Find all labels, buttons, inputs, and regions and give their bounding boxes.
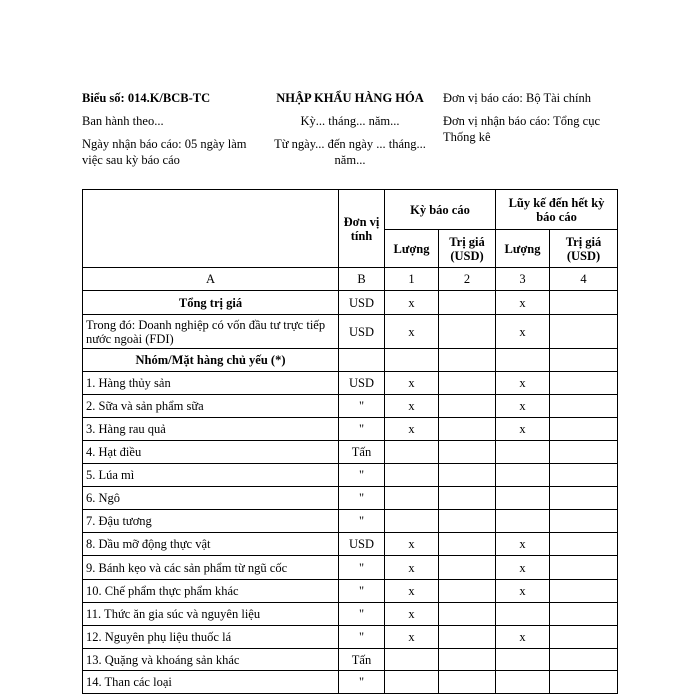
table-row [83,580,618,603]
unit-header: Đơn vị tính [339,190,385,268]
table-row [83,671,618,694]
cumulative-value-cell [550,510,618,533]
cumulative-quantity-header: Lượng [496,230,550,268]
period-quantity-cell: x [385,418,439,441]
unit-cell: " [339,418,385,441]
cumulative-quantity-cell [496,487,550,510]
header-row-1 [83,190,618,230]
table-row [83,441,618,464]
item-name-cell: 5. Lúa mì [83,464,339,487]
period-value-cell [439,510,496,533]
table-row [83,349,618,372]
document-title: NHẬP KHẨU HÀNG HÓA [276,91,424,105]
unit-cell: " [339,464,385,487]
cumulative-value-cell [550,315,618,349]
period-quantity-cell: x [385,533,439,556]
header-blank-cell [83,190,339,268]
cumulative-quantity-cell: x [496,418,550,441]
cumulative-quantity-cell [496,464,550,487]
period-quantity-cell [385,441,439,464]
cumulative-header: Lũy kế đến hết kỳ báo cáo [496,190,618,230]
period-value-cell [439,580,496,603]
period-quantity-cell: x [385,580,439,603]
item-name-cell: 7. Đậu tương [83,510,339,533]
cumulative-quantity-cell: x [496,580,550,603]
unit-cell: " [339,487,385,510]
cumulative-quantity-cell [496,510,550,533]
period-quantity-cell [385,671,439,694]
period-value-cell [439,671,496,694]
cumulative-value-cell [550,372,618,395]
report-period: Kỳ... tháng... năm... [300,114,400,128]
cumulative-value-cell [550,603,618,626]
period-value-cell [439,556,496,580]
cumulative-quantity-cell: x [496,533,550,556]
column-code: 2 [439,268,496,291]
unit-cell: " [339,580,385,603]
unit-cell: USD [339,533,385,556]
period-value-cell [439,626,496,649]
column-code: 4 [550,268,618,291]
table-row [83,291,618,315]
receiving-unit: Đơn vị nhận báo cáo: Tổng cục Thống kê [443,114,601,144]
item-name-cell: 6. Ngô [83,487,339,510]
unit-cell: USD [339,372,385,395]
item-name-cell: 10. Chế phẩm thực phẩm khác [83,580,339,603]
item-name-cell: Tổng trị giá [83,291,339,315]
item-name-cell: 8. Dầu mỡ động thực vật [83,533,339,556]
item-name-cell: 12. Nguyên phụ liệu thuốc lá [83,626,339,649]
item-name-cell: 2. Sữa và sản phẩm sữa [83,395,339,418]
table-row [83,487,618,510]
period-quantity-cell [385,487,439,510]
period-quantity-cell: x [385,626,439,649]
period-quantity-cell: x [385,291,439,315]
import-report-table [82,189,618,694]
period-value-cell [439,349,496,372]
unit-cell: " [339,510,385,533]
column-code: 1 [385,268,439,291]
period-quantity-cell [385,464,439,487]
cumulative-quantity-cell: x [496,395,550,418]
cumulative-quantity-cell [496,649,550,671]
issued-by: Ban hành theo... [82,114,164,128]
cumulative-quantity-cell: x [496,372,550,395]
cumulative-value-cell [550,487,618,510]
period-value-cell [439,649,496,671]
unit-cell: USD [339,291,385,315]
period-value-cell [439,418,496,441]
cumulative-quantity-cell [496,671,550,694]
cumulative-quantity-cell: x [496,315,550,349]
period-quantity-cell: x [385,395,439,418]
period-quantity-header: Lượng [385,230,439,268]
cumulative-value-cell [550,395,618,418]
period-quantity-cell [385,649,439,671]
form-code: Biểu số: 014.K/BCB-TC [82,91,211,105]
item-name-cell: 9. Bánh kẹo và các sản phẩm từ ngũ cốc [83,556,339,580]
column-code: A [83,268,339,291]
period-value-cell [439,464,496,487]
period-quantity-cell: x [385,372,439,395]
cumulative-value-cell [550,441,618,464]
table-row [83,510,618,533]
table-row [83,418,618,441]
item-name-cell: 13. Quặng và khoáng sản khác [83,649,339,671]
item-name-cell: 1. Hàng thủy sản [83,372,339,395]
column-code-row [83,268,618,291]
period-value-cell [439,372,496,395]
column-code: B [339,268,385,291]
item-name-cell: 11. Thức ăn gia súc và nguyên liệu [83,603,339,626]
unit-cell: " [339,556,385,580]
cumulative-value-cell [550,291,618,315]
period-value-cell [439,533,496,556]
unit-cell [339,349,385,372]
table-row [83,603,618,626]
table-row [83,315,618,349]
table-row [83,372,618,395]
period-value-cell [439,441,496,464]
cumulative-value-cell [550,671,618,694]
unit-cell: " [339,626,385,649]
unit-cell: " [339,671,385,694]
cumulative-quantity-cell [496,603,550,626]
cumulative-value-cell [550,649,618,671]
cumulative-quantity-cell: x [496,291,550,315]
cumulative-value-cell [550,556,618,580]
table-row [83,464,618,487]
cumulative-quantity-cell: x [496,626,550,649]
item-name-cell: 14. Than các loại [83,671,339,694]
column-code: 3 [496,268,550,291]
cumulative-value-cell [550,418,618,441]
cumulative-quantity-cell: x [496,556,550,580]
period-header: Kỳ báo cáo [385,190,496,230]
period-quantity-cell [385,510,439,533]
table-row [83,395,618,418]
period-quantity-cell: x [385,603,439,626]
item-name-cell: 4. Hạt điều [83,441,339,464]
receive-date: Ngày nhận báo cáo: 05 ngày làm việc sau kỳ báo cáo [82,137,247,167]
period-value-cell [439,603,496,626]
cumulative-value-header: Trị giá (USD) [550,230,618,268]
cumulative-value-cell [550,533,618,556]
item-name-cell: Trong đó: Doanh nghiệp có vốn đầu tư trực tiếp nước ngoài (FDI) [83,315,339,349]
period-quantity-cell: x [385,556,439,580]
cumulative-quantity-cell [496,349,550,372]
table-row [83,533,618,556]
period-value-cell [439,395,496,418]
table-row [83,556,618,580]
cumulative-value-cell [550,580,618,603]
period-quantity-cell [385,349,439,372]
table-row [83,649,618,671]
item-name-cell: Nhóm/Mặt hàng chủ yếu (*) [83,349,339,372]
period-quantity-cell: x [385,315,439,349]
unit-cell: USD [339,315,385,349]
report-range: Từ ngày... đến ngày ... tháng... năm... [274,137,426,167]
unit-cell: Tấn [339,441,385,464]
cumulative-quantity-cell [496,441,550,464]
table-row [83,626,618,649]
period-value-header: Trị giá (USD) [439,230,496,268]
unit-cell: " [339,603,385,626]
period-value-cell [439,291,496,315]
unit-cell: Tấn [339,649,385,671]
reporting-unit: Đơn vị báo cáo: Bộ Tài chính [443,91,592,105]
item-name-cell: 3. Hàng rau quả [83,418,339,441]
cumulative-value-cell [550,464,618,487]
period-value-cell [439,315,496,349]
cumulative-value-cell [550,626,618,649]
cumulative-value-cell [550,349,618,372]
period-value-cell [439,487,496,510]
unit-cell: " [339,395,385,418]
